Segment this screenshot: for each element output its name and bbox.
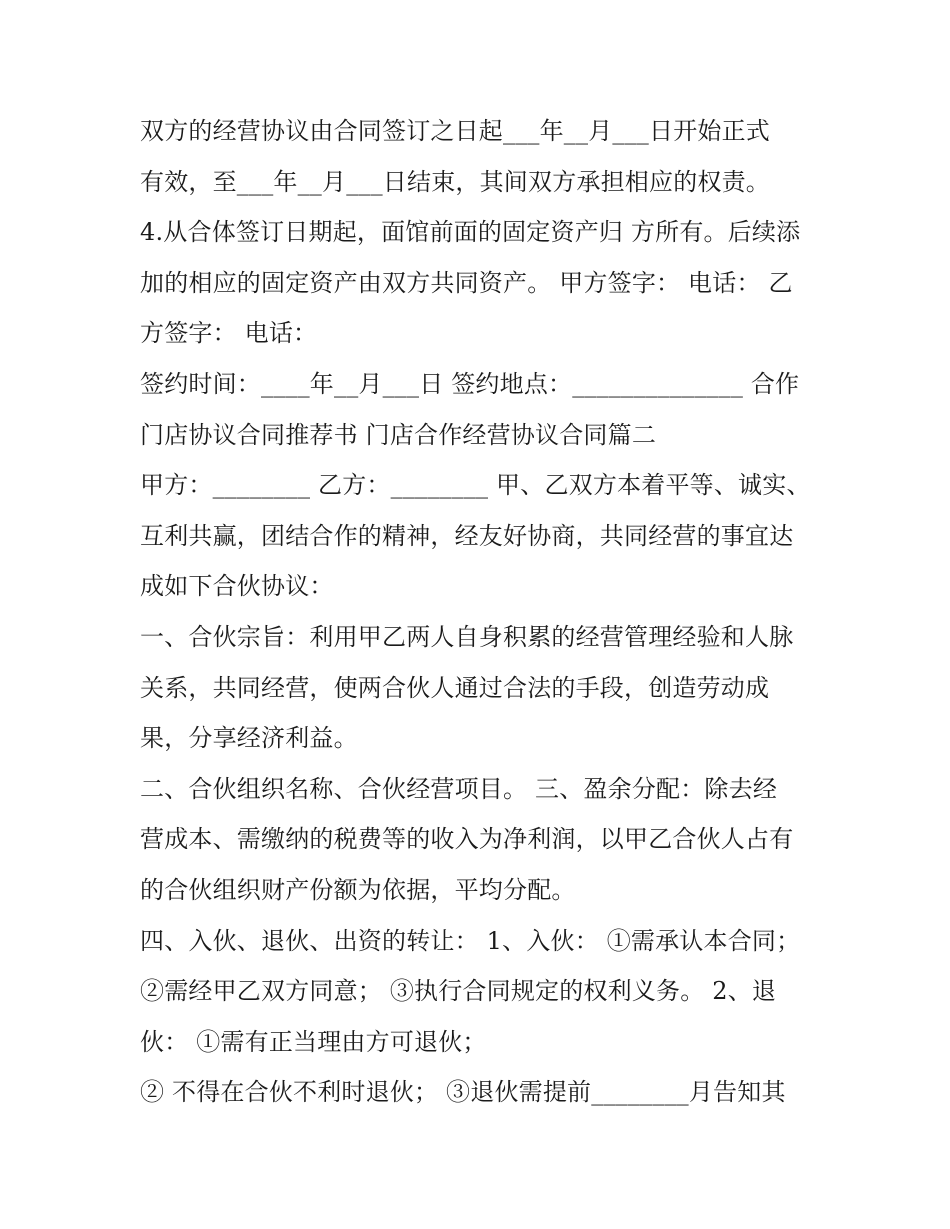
text-line-2: 有效，至___年__月___日结束，其间双方承担相应的权责。 [140, 167, 770, 196]
text-line-16: 的合伙组织财产份额为依据，平均分配。 [140, 875, 576, 904]
text-line-10: 成如下合伙协议： [140, 572, 334, 601]
text-line-4: 加的相应的固定资产由双方共同资产。 甲方签字： 电话： 乙 [140, 268, 793, 297]
text-line-17: 四、入伙、退伙、出资的转让： 1、入伙： ①需承认本合同； [140, 926, 801, 955]
text-line-15: 营成本、需缴纳的税费等的收入为净利润，以甲乙合伙人占有 [140, 825, 794, 854]
text-line-6: 签约时间：____年__月___日 签约地点：______________ 合作 [140, 369, 800, 398]
text-line-3: 4.从合体签订日期起，面馆前面的固定资产归 方所有。后续添 [140, 218, 801, 247]
text-line-11: 一、合伙宗旨：利用甲乙两人自身积累的经营管理经验和人脉 [140, 622, 794, 651]
text-line-8: 甲方：________ 乙方：________ 甲、乙双方本着平等、诚实、 [140, 471, 811, 500]
text-line-14: 二、合伙组织名称、合伙经营项目。 三、盈余分配：除去经 [140, 774, 778, 803]
text-line-18: ②需经甲乙双方同意； ③执行合同规定的权利义务。 2、退 [140, 977, 777, 1006]
text-line-5: 方签字： 电话： [140, 319, 318, 348]
text-line-12: 关系，共同经营，使两合伙人通过合法的手段，创造劳动成 [140, 673, 770, 702]
text-line-1: 双方的经营协议由合同签订之日起___年__月___日开始正式 [140, 117, 770, 145]
text-line-9: 互利共赢，团结合作的精神，经友好协商，共同经营的事宜达 [140, 521, 794, 550]
document-body [140, 106, 820, 1118]
text-line-20: ② 不得在合伙不利时退伙； ③退伙需提前________月告知其 [140, 1078, 786, 1107]
text-line-19: 伙： ①需有正当理由方可退伙； [140, 1027, 487, 1056]
text-line-13: 果，分享经济利益。 [140, 724, 358, 753]
text-line-7: 门店协议合同推荐书 门店合作经营协议合同篇二 [140, 420, 657, 449]
